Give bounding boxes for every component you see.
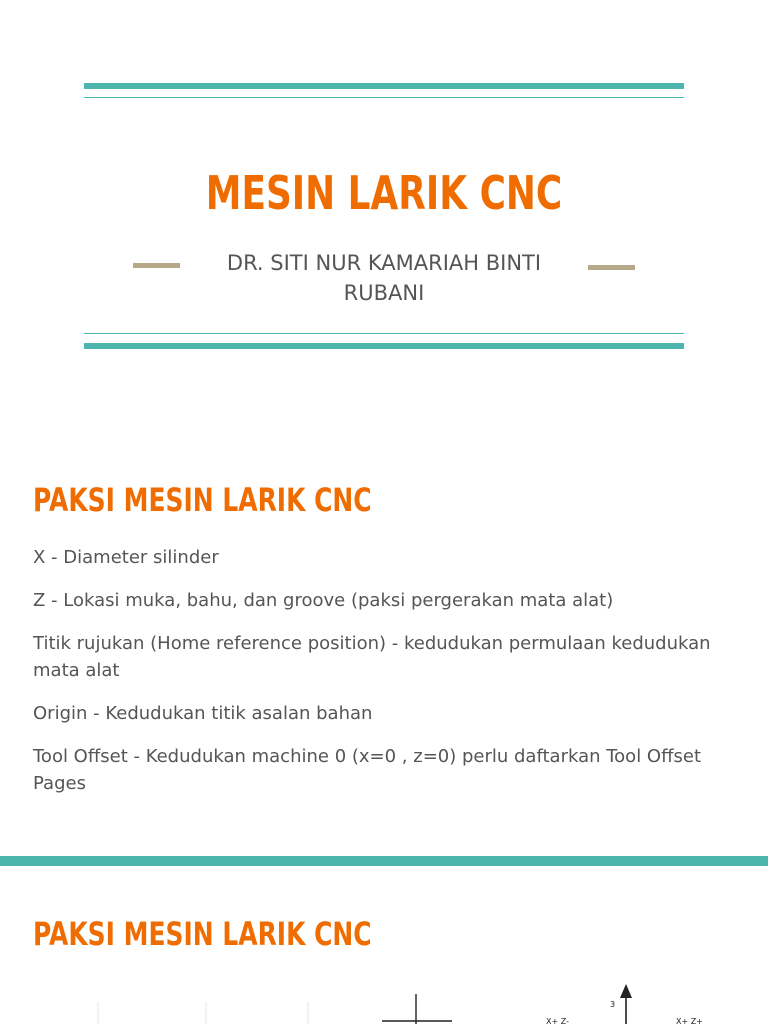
author-subtitle: DR. SITI NUR KAMARIAH BINTI RUBANI xyxy=(226,251,542,305)
axis-number-label: 3 xyxy=(610,1000,616,1009)
list-item: Titik rujukan (Home reference position) - kedudukan permulaan kedudukan mata alat xyxy=(33,633,711,681)
list-item: X - Diameter silinder xyxy=(33,547,219,568)
content-slide xyxy=(0,430,768,856)
subtitle-dash-left xyxy=(133,263,180,268)
bottom-rule-thin xyxy=(84,333,684,334)
subtitle-dash-right xyxy=(588,265,635,270)
list-item: Tool Offset - Kedudukan machine 0 (x=0 , z=0) perlu daftarkan Tool Offset Pages xyxy=(33,746,701,794)
list-item: Origin - Kedudukan titik asalan bahan xyxy=(33,703,373,724)
quadrant-label-right: X+ Z+ xyxy=(676,1017,703,1024)
presentation-title: MESIN LARIK CNC xyxy=(205,166,563,220)
arrow-up-icon xyxy=(620,984,632,998)
section-heading: PAKSI MESIN LARIK CNC xyxy=(33,915,372,953)
axis-diagram-slide xyxy=(0,866,768,1024)
bottom-rule-thick xyxy=(84,343,684,349)
list-item: Z - Lokasi muka, bahu, dan groove (paksi pergerakan mata alat) xyxy=(33,590,614,611)
top-rule-thick xyxy=(84,83,684,89)
slide-divider xyxy=(0,856,768,866)
axis-definition-list xyxy=(33,544,723,813)
top-rule-thin xyxy=(84,97,684,98)
title-slide xyxy=(0,0,768,430)
quadrant-label-left: X+ Z- xyxy=(546,1017,569,1024)
axis-diagram xyxy=(0,866,768,1024)
section-heading: PAKSI MESIN LARIK CNC xyxy=(33,481,372,519)
